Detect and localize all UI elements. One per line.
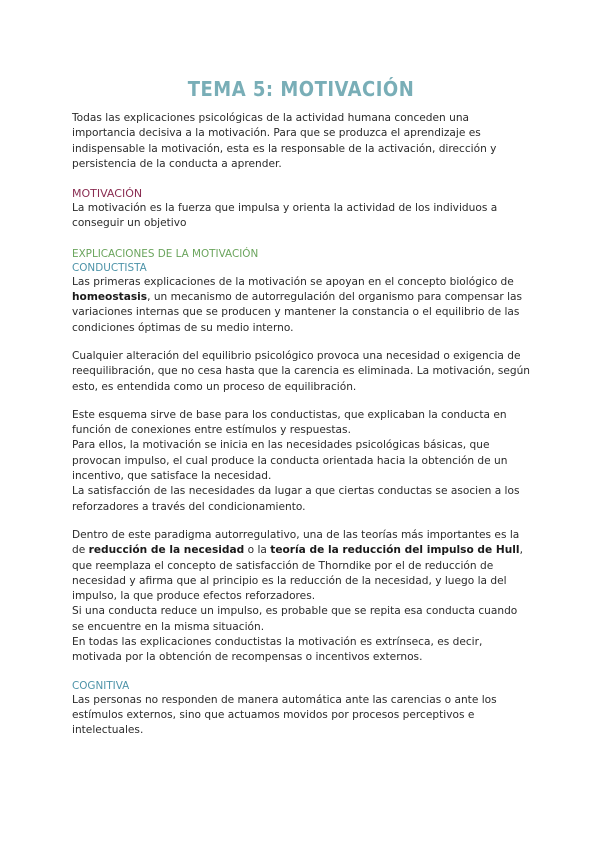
motivacion-definition: La motivación es la fuerza que impulsa y orienta la actividad de los individuos a conseguir un objetivo <box>72 202 498 230</box>
conductista-paragraph-7: Si una conducta reduce un impulso, es probable que se repita esa conducta cuando se encuentre en la misma situación. <box>72 605 518 633</box>
intro-paragraph: Todas las explicaciones psicológicas de la actividad humana conceden una importancia decisiva a la motivación. Para que se produzca el aprendizaje es indispensable la motivación, esta es la responsable de la activación, dirección y persistencia de la conducta a aprender. <box>72 112 497 170</box>
conductista-paragraph-2: Cualquier alteración del equilibrio psicológico provoca una necesidad o exigencia de reequilibración, que no cesa hasta que la carencia es eliminada. La motivación, según esto, es entendida como un proceso de equilibración. <box>72 349 531 393</box>
teoria-hull-term: teoría de la reducción del impulso de Hull <box>270 544 520 557</box>
motivacion-heading: MOTIVACIÓN <box>72 187 143 201</box>
conductista-paragraph-3: Este esquema sirve de base para los conductistas, que explicaban la conducta en función de conexiones entre estímulos y respuestas. <box>72 408 507 437</box>
explicaciones-heading: EXPLICACIONES DE LA MOTIVACIÓN <box>72 247 259 260</box>
cognitiva-paragraph-1: Las personas no responden de manera automática ante las carencias o ante los estímulos externos, sino que actuamos movidos por procesos perceptivos e intelectuales. <box>72 693 497 737</box>
cognitiva-heading: COGNITIVA <box>72 679 130 692</box>
conductista-paragraph-6: Dentro de este paradigma autorregulativo, una de las teorías más importantes es la de reducción de la necesidad o la teoría de la reducción del impulso de Hull, que reemplaza el concepto de satisfacción de Thorndike por el de reducción de necesidad y afirma que al principio es la reducción de la necesidad, y luego la del impulso, la que produce efectos reforzadores. <box>72 528 523 603</box>
page-title: TEMA 5: MOTIVACIÓN <box>187 77 415 101</box>
conductista-paragraph-4: Para ellos, la motivación se inicia en las necesidades psicológicas básicas, que provocan impulso, el cual produce la conducta orientada hacia la obtención de un incentivo, que satisface la necesidad. <box>72 439 508 483</box>
conductista-heading: CONDUCTISTA <box>72 261 147 274</box>
conductista-paragraph-5: La satisfacción de las necesidades da lugar a que ciertas conductas se asocien a los reforzadores a través del condicionamiento. <box>72 485 520 513</box>
conductista-paragraph-8: En todas las explicaciones conductistas la motivación es extrínseca, es decir, motivada por la obtención de recompensas o incentivos externos. <box>72 636 483 664</box>
reduccion-necesidad-term: reducción de la necesidad <box>88 544 245 557</box>
conductista-paragraph-1: Las primeras explicaciones de la motivación se apoyan en el concepto biológico de homeostasis, un mecanismo de autorregulación del organismo para compensar las variaciones internas que se producen y mantener la constancia o el equilibrio de las condiciones óptimas de su medio interno. <box>72 275 523 334</box>
homeostasis-term: homeostasis <box>72 291 148 304</box>
